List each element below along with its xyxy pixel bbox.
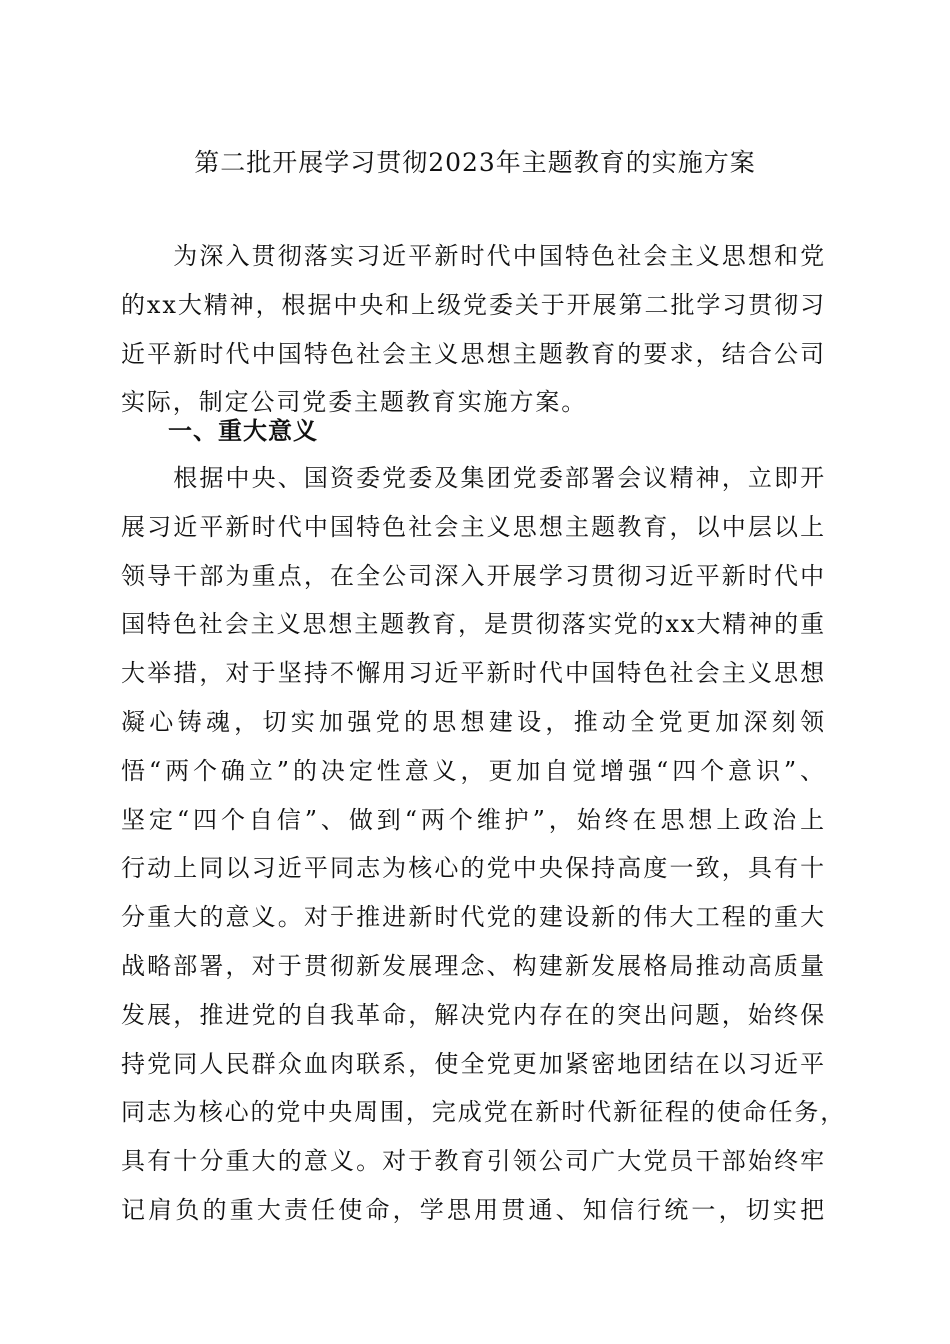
- paragraph-line: 持党同人民群众血肉联系，使全党更加紧密地团结在以习近平: [121, 1049, 826, 1078]
- paragraph-line: 根据中央、国资委党委及集团党委部署会议精神，立即开: [121, 464, 826, 492]
- paragraph-line: 发展，推进党的自我革命，解决党内存在的突出问题，始终保: [121, 1000, 826, 1029]
- paragraph-line: 记肩负的重大责任使命，学思用贯通、知信行统一，切实把: [121, 1195, 826, 1224]
- document-title: 第二批开展学习贯彻2023年主题教育的实施方案: [194, 148, 756, 177]
- paragraph-line: 行动上同以习近平同志为核心的党中央保持高度一致，具有十: [121, 854, 826, 883]
- paragraph-line: 同志为核心的党中央周围，完成党在新时代新征程的使命任务，: [121, 1098, 847, 1127]
- paragraph-line: 的xx大精神，根据中央和上级党委关于开展第二批学习贯彻习: [121, 290, 826, 319]
- paragraph-line: 国特色社会主义思想主题教育，是贯彻落实党的xx大精神的重: [121, 610, 826, 639]
- paragraph-line: 坚定“四个自信”、做到“两个维护”，始终在思想上政治上: [121, 805, 826, 834]
- paragraph-line: 具有十分重大的意义。对于教育引领公司广大党员干部始终牢: [121, 1147, 826, 1176]
- section-heading: 一、重大意义: [168, 417, 318, 445]
- paragraph-line: 分重大的意义。对于推进新时代党的建设新的伟大工程的重大: [121, 903, 826, 932]
- paragraph-line: 悟“两个确立”的决定性意义，更加自觉增强“四个意识”、: [121, 756, 826, 785]
- paragraph-line: 近平新时代中国特色社会主义思想主题教育的要求，结合公司: [121, 339, 826, 368]
- intro-paragraph: [121, 232, 826, 427]
- paragraph-line: 凝心铸魂，切实加强党的思想建设，推动全党更加深刻领: [121, 707, 826, 736]
- paragraph-line: 实际，制定公司党委主题教育实施方案。: [121, 388, 588, 417]
- paragraph-line: 领导干部为重点，在全公司深入开展学习贯彻习近平新时代中: [121, 561, 826, 590]
- paragraph-line: 大举措，对于坚持不懈用习近平新时代中国特色社会主义思想: [121, 659, 826, 688]
- paragraph-line: 展习近平新时代中国特色社会主义思想主题教育，以中层以上: [121, 512, 826, 541]
- paragraph-line: 为深入贯彻落实习近平新时代中国特色社会主义思想和党: [121, 242, 826, 270]
- section-paragraph: [121, 454, 847, 1235]
- paragraph-line: 战略部署，对于贯彻新发展理念、构建新发展格局推动高质量: [121, 951, 826, 980]
